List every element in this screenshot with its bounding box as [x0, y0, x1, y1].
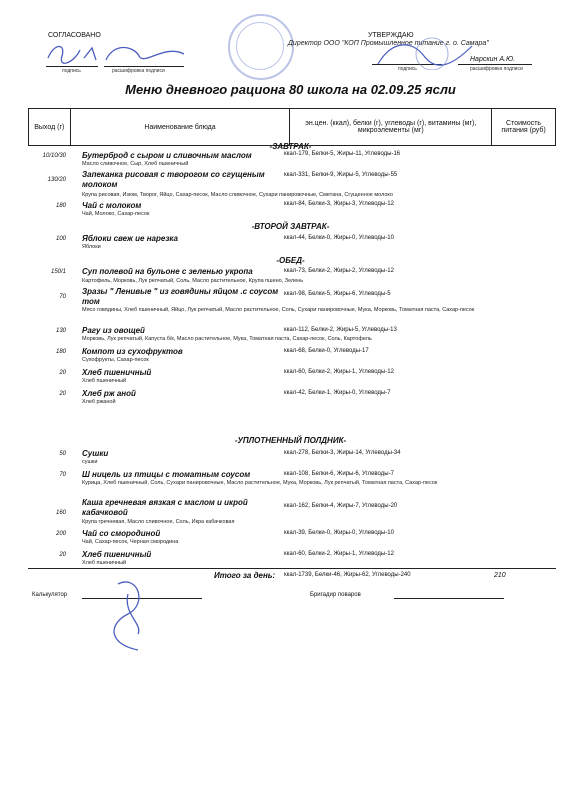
total-nutrition: ккал-1739, Белки-46, Жиры-62, Углеводы-240: [284, 572, 411, 578]
row-ingredients: Хлеб пшеничный: [82, 378, 127, 384]
section-breakfast: -ЗАВТРАК-: [269, 142, 312, 151]
row-ingredients: сушки: [82, 459, 98, 465]
row-ingredients: Крупа гречневая, Масло сливочное, Соль, Икра кабачковая: [82, 519, 235, 525]
total-label: Итого за день:: [214, 571, 276, 580]
row-nutrition: ккал-179, Белки-5, Жиры-11, Углеводы-16: [284, 151, 401, 157]
row-nutrition: ккал-331, Белки-9, Жиры-5, Углеводы-55: [284, 172, 398, 178]
director-position: Директор ООО "КОП Промышленное питание г. о. Самара": [288, 40, 489, 47]
row-ingredients: Чай, Сахар-песок, Черная смородина: [82, 539, 179, 545]
row-out: 50: [59, 451, 66, 457]
row-out: 130/20: [47, 177, 66, 183]
row-out: 20: [59, 370, 66, 376]
section-lunch: -ОБЕД-: [276, 256, 305, 265]
row-out: 180: [55, 203, 66, 209]
row-dish-name: Бутерброд с сыром и сливочным маслом: [82, 151, 252, 160]
row-nutrition: ккал-60, Белки-2, Жиры-1, Углеводы-12: [284, 551, 394, 557]
row-out: 20: [59, 391, 66, 397]
row-dish-name: Сушки: [82, 449, 109, 458]
row-ingredients: Масло сливочное, Сыр, Хлеб пшеничный: [82, 161, 189, 167]
row-nutrition: ккал-278, Белки-3, Жиры-14, Углеводы-34: [284, 450, 401, 456]
row-dish-name: Хлеб рж аной: [82, 389, 136, 398]
row-out: 180: [55, 349, 66, 355]
row-ingredients: Мясо говядины, Хлеб пшеничный, Яйцо, Лук репчатый, Масло растительное, Соль, Сухари панировочные, Мука, Морковь, Томатная паста, Сахар-песок: [82, 307, 475, 313]
row-dish-name: Чай со смородиной: [82, 529, 161, 538]
row-out: 10/10/30: [42, 153, 66, 159]
row-nutrition: ккал-60, Белки-2, Жиры-1, Углеводы-12: [284, 369, 394, 375]
row-ingredients: Чай, Молоко, Сахар-песок: [82, 211, 150, 217]
row-ingredients: Сухофрукты, Сахар-песок: [82, 357, 149, 363]
section-second-breakfast: -ВТОРОЙ ЗАВТРАК-: [251, 222, 330, 231]
row-nutrition: ккал-112, Белки-2, Жиры-5, Углеводы-13: [284, 327, 397, 333]
cook-label: Бригадир поваров: [310, 592, 361, 598]
row-ingredients: Морковь, Лук репчатый, Капуста б/к, Масло растительное, Мука, Томатная паста, Сахар-песок, Соль, Картофель: [82, 336, 372, 342]
row-ingredients: Хлеб пшеничный: [82, 560, 127, 566]
row-ingredients: Хлеб ржаной: [82, 399, 116, 405]
row-nutrition: ккал-68, Белки-0, Углеводы-17: [284, 348, 369, 354]
row-dish-name: Каша гречневая вязкая с маслом и икрой кабачковой: [82, 498, 248, 517]
row-nutrition: ккал-39, Белки-0, Жиры-0, Углеводы-10: [284, 530, 394, 536]
stamp-inner-icon: [236, 22, 284, 70]
row-dish-name: Рагу из овощей: [82, 326, 145, 335]
row-ingredients: Яблоки: [82, 244, 101, 250]
col-name-header: Наименование блюда: [70, 109, 290, 146]
row-ingredients: Крупа рисовая, Изюм, Творог, Яйцо, Сахар-песок, Масло сливочное, Сухари панировочные, Сметана, Сгущенное молоко: [82, 192, 393, 198]
row-nutrition: ккал-44, Белки-0, Жиры-0, Углеводы-10: [284, 235, 394, 241]
col-out-header: Выход (г): [29, 109, 71, 146]
calculator-signature-icon: [98, 574, 168, 654]
row-dish-name: Хлеб пшеничный: [82, 368, 152, 377]
col-cost-header: Стоимость питания (руб): [492, 109, 556, 146]
left-decode-caption: расшифровка подписи: [112, 68, 165, 74]
row-dish-name: Чай с молоком: [82, 201, 142, 210]
col-nutrition-header: эн.цен. (ккал), белки (г), углеводы (г), витамины (мг), микроэлементы (мг): [290, 109, 492, 146]
row-nutrition: ккал-42, Белки-1, Жиры-0, Углеводы-7: [284, 390, 391, 396]
row-out: 100: [55, 236, 66, 242]
right-signature-icon: [372, 36, 492, 70]
row-nutrition: ккал-98, Белки-5, Жиры-6, Углеводы-5: [284, 291, 391, 297]
row-out: 150/1: [50, 269, 66, 275]
right-decode-caption: расшифровка подписи: [470, 66, 523, 72]
row-out: 70: [59, 472, 66, 478]
row-dish-name: Компот из сухофруктов: [82, 347, 183, 356]
row-nutrition: ккал-108, Белки-6, Жиры-6, Углеводы-7: [284, 471, 394, 477]
director-name: Нарскин А.Ю.: [470, 56, 516, 63]
row-nutrition: ккал-73, Белки-2, Жиры-2, Углеводы-12: [284, 268, 394, 274]
left-sign-caption: подпись: [62, 68, 81, 74]
row-dish-name: Хлеб пшеничный: [82, 550, 152, 559]
row-out: 130: [55, 328, 66, 334]
page-title: Меню дневного рациона 80 школа на 02.09.25 ясли: [125, 82, 456, 97]
row-dish-name: Ш ницель из птицы с томатным соусом: [82, 470, 251, 479]
approved-label: СОГЛАСОВАНО: [48, 32, 101, 39]
left-signature-icon: [44, 38, 194, 68]
right-sign-caption: подпись: [398, 66, 417, 72]
section-snack: -УПЛОТНЕННЫЙ ПОЛДНИК-: [234, 436, 347, 445]
row-dish-name: Суп полевой на бульоне с зеленью укропа: [82, 267, 253, 276]
row-out: 70: [59, 294, 66, 300]
row-dish-name: Запеканка рисовая с творогом со сгущеным молоком: [82, 170, 265, 189]
row-out: 160: [55, 510, 66, 516]
calculator-label: Калькулятор: [32, 592, 68, 598]
row-dish-name: Яблоки свеж ие нарезка: [82, 234, 178, 243]
menu-table-header: [28, 108, 556, 146]
row-nutrition: ккал-84, Белки-3, Жиры-3, Углеводы-12: [284, 201, 394, 207]
approve-label: УТВЕРЖДАЮ: [368, 32, 414, 39]
row-ingredients: Курица, Хлеб пшеничный, Соль, Сухари панировочные, Масло растительное, Мука, Морковь, Лук репчатый, Томатная паста, Сахар-песок: [82, 480, 438, 486]
total-cost: 210: [494, 572, 506, 579]
row-dish-name: Зразы " Ленивые " из говядины яйцом .с соусом том: [82, 287, 279, 306]
cook-sign-line: [394, 598, 504, 599]
row-nutrition: ккал-162, Белки-4, Жиры-7, Углеводы-20: [284, 503, 398, 509]
row-out: 20: [59, 552, 66, 558]
row-out: 200: [55, 531, 66, 537]
total-divider: [28, 568, 556, 569]
row-ingredients: Картофель, Морковь, Лук репчатый, Соль, Масло растительное, Крупа пшено, Зелень: [82, 278, 304, 284]
